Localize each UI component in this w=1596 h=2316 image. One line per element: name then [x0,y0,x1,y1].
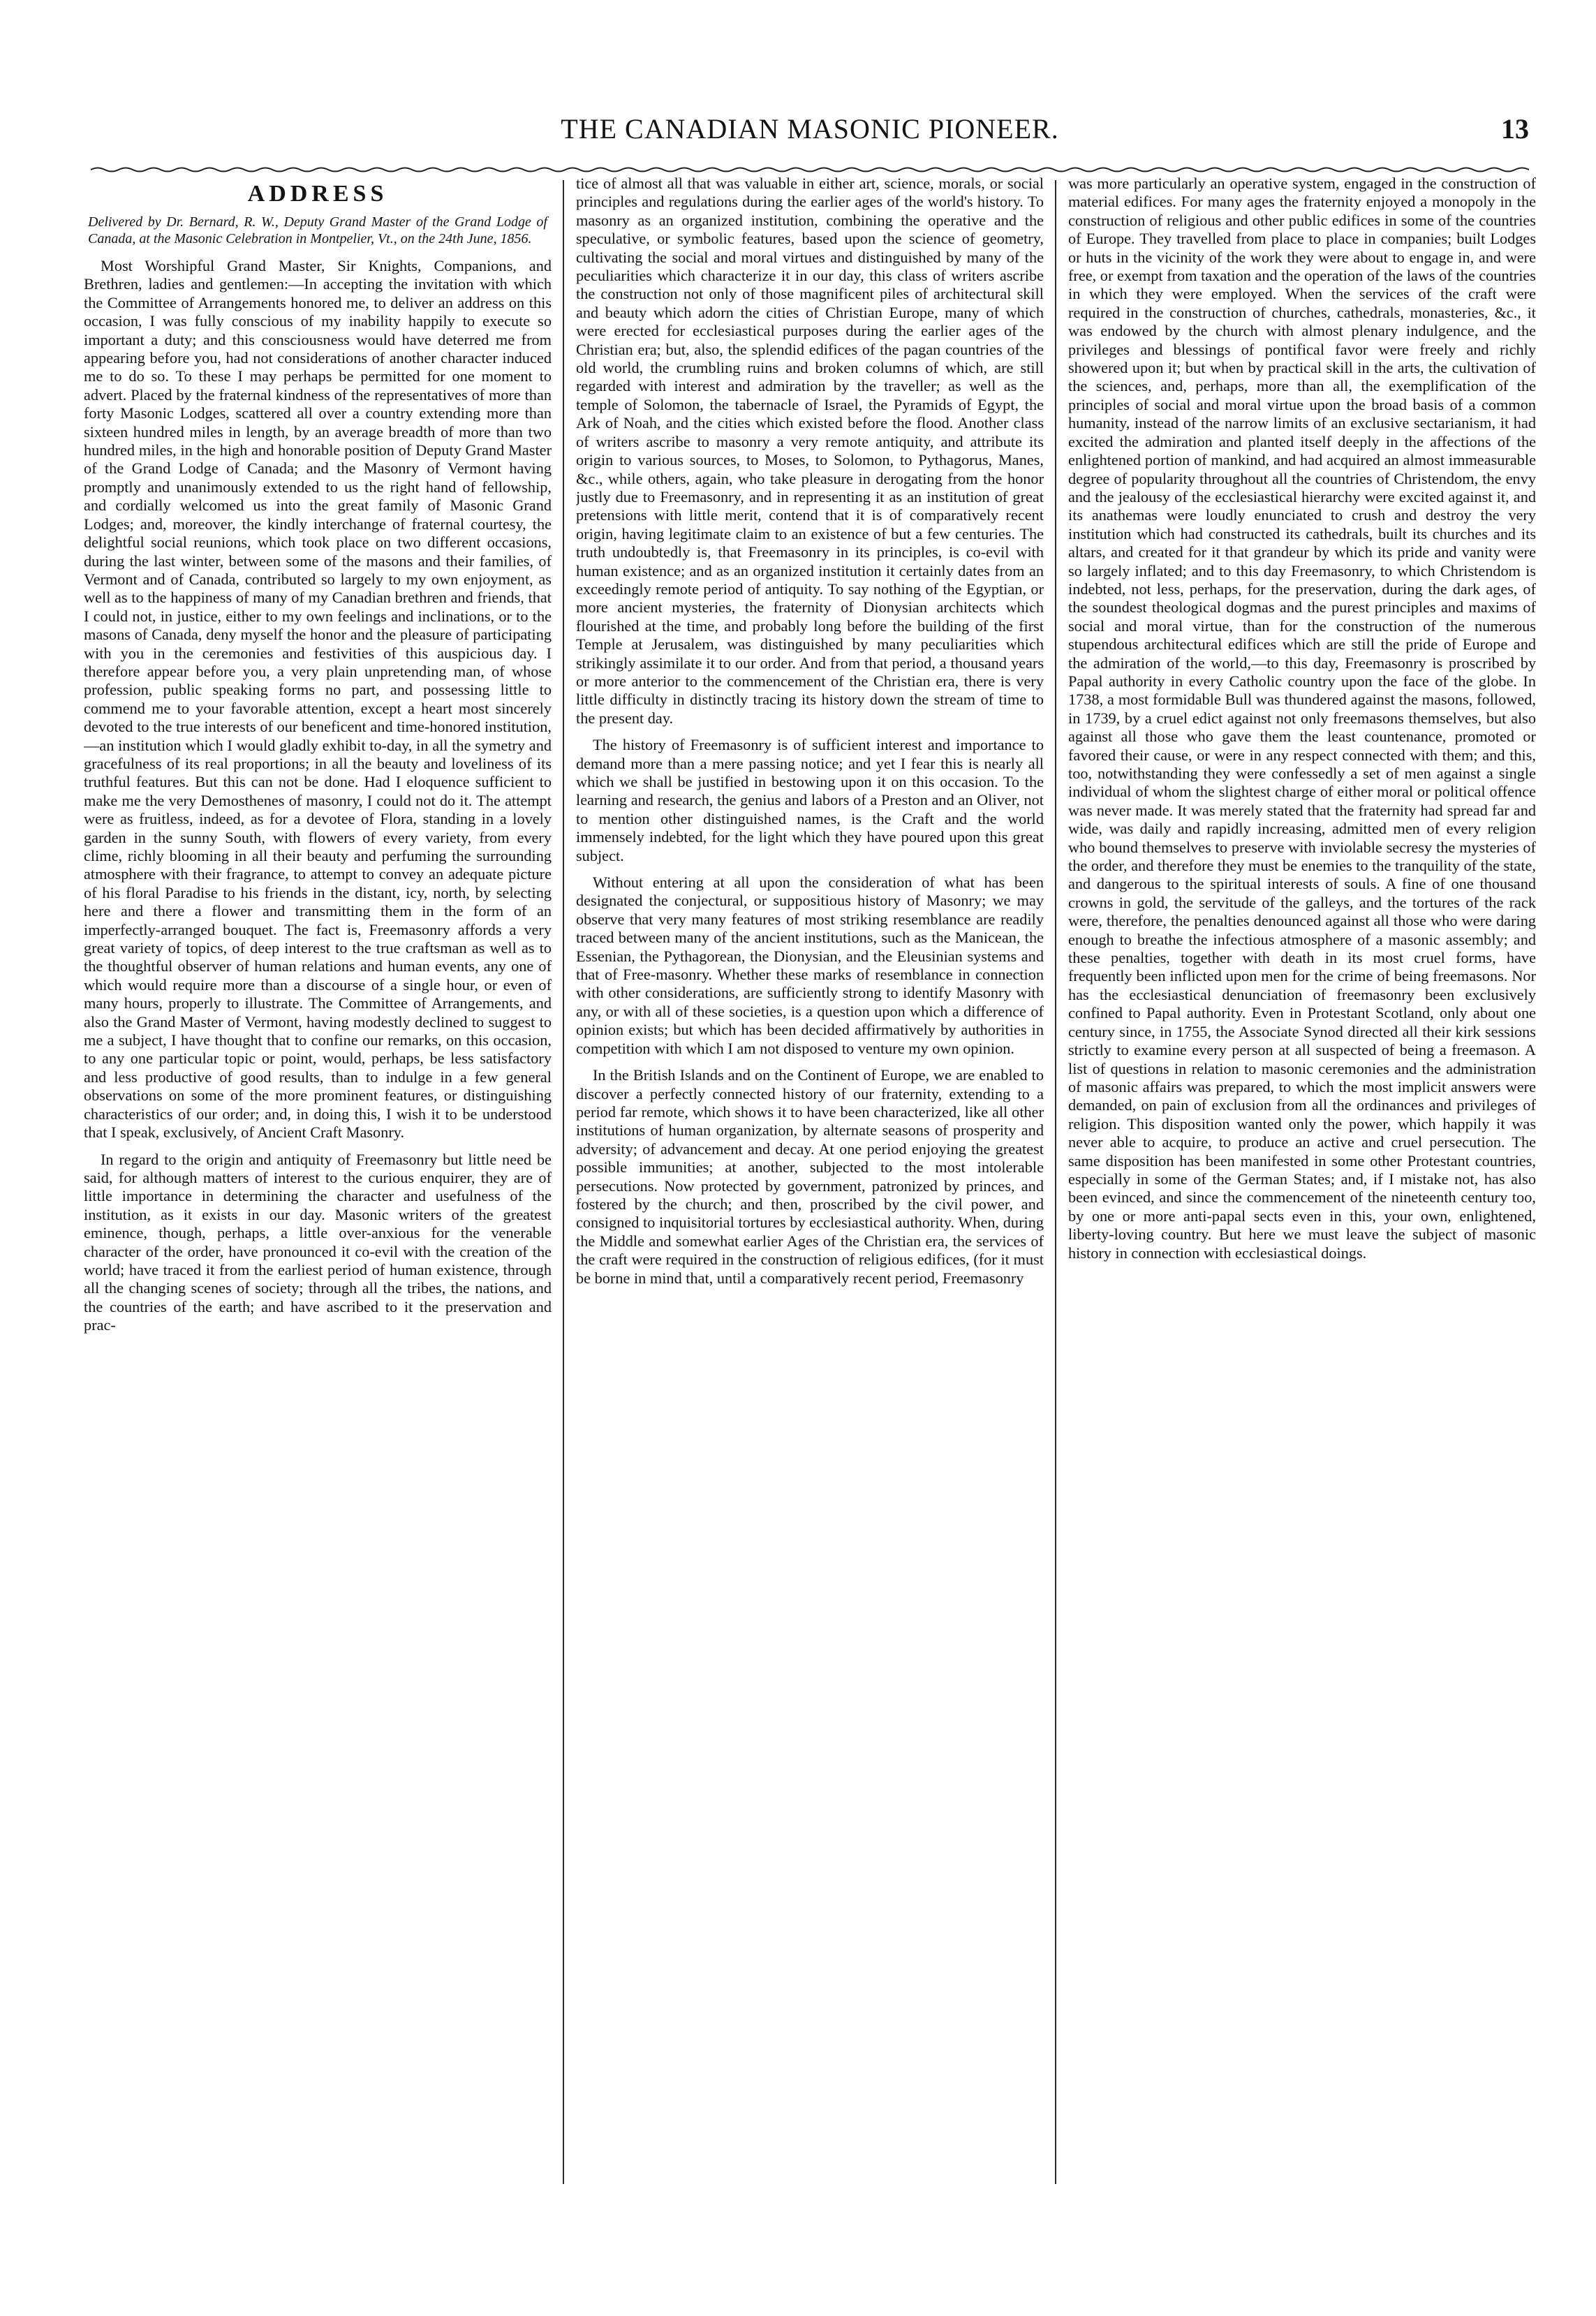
page-header [91,112,1529,154]
column-divider [563,180,564,2184]
paragraph: The history of Freemasonry is of sufficient interest and importance to demand more than a mere passing notice; and yet I fear this is nearly all which we shall be justified in bestowing upon it on this occasion. To the learning and research, the genius and labors of a Preston and an Oliver, not to mention other distinguished names, is the Craft and the world immensely indebted, for the light which they have poured upon this great subject. [576,736,1044,864]
header-wavy-rule [91,166,1529,173]
column-2 [576,175,1044,2269]
paragraph: In regard to the origin and antiquity of Freemasonry but little need be said, for although matters of interest to the curious enquirer, they are of little importance in determining the character and usefulness of the institution, as it exists in our day. Masonic writers of the greatest eminence, though, perhaps, a little over-anxious for the venerable character of the order, have pronounced it co-evil with the creation of the world; have traced it from the earliest period of human existence, through all the changing scenes of society; through all the tribes, the nations, and the countries of the earth; and have ascribed to it the preservation and prac- [84,1150,552,1334]
page-number: 13 [1501,113,1529,145]
article-columns [84,175,1536,2269]
column-3 [1068,175,1536,2269]
paragraph: Without entering at all upon the consideration of what has been designated the conjectural, or suppositious history of Masonry; we may observe that very many features of most striking resemblance are readily traced between many of the ancient institutions, such as the Manicean, the Essenian, the Pythagorean, the Dionysian, and the Eleusinian systems and that of Free-masonry. Whether these marks of resemblance in connection with other considerations, are sufficiently strong to identify Masonry with any, or with all of these societies, is a question upon which a difference of opinion exists; but which has been decided affirmatively by authorities in competition with which I am not disposed to venture my own opinion. [576,873,1044,1057]
paragraph: In the British Islands and on the Continent of Europe, we are enabled to discover a perfectly connected history of our fraternity, extending to a period far remote, which shows it to have been characterized, like all other institutions of human organization, by alternate seasons of prosperity and adversity; of advancement and decay. At one period enjoying the greatest possible immunities; at another, subjected to the most intolerable persecutions. Now protected by government, patronized by princes, and fostered by the church; and then, proscribed by the civil power, and consigned to inquisitorial tortures by ecclesiastical authority. When, during the Middle and somewhat earlier Ages of the Christian era, the services of the craft were required in the construction of religious edifices, (for it must be borne in mind that, until a comparatively recent period, Freemasonry [576,1066,1044,1287]
column-1 [84,175,552,2269]
article-title: ADDRESS [247,181,388,207]
column-divider [1055,180,1056,2184]
paragraph: was more particularly an operative system, engaged in the construction of material edifices. For many ages the fraternity enjoyed a monopoly in the construction of religious and other public edifices in some of the countries of Europe. They travelled from place to place in companies; built Lodges or huts in the vicinity of the work they were about to engage in, and were free, or exempt from taxation and the operation of the laws of the countries in which they were employed. When the services of the craft were required in the construction of churches, cathedrals, monasteries, &c., it was endowed by the church with almost plenary indulgence, and the privileges and blessings of pontifical favor were freely and richly showered upon it; but when by practical skill in the arts, the cultivation of the sciences, and, perhaps, more than all, the exemplification of the principles of social and moral virtue upon the broad basis of a common humanity, instead of the narrow limits of an exclusive sectarianism, it had excited the admiration and planted itself deeply in the affections of the enlightened portion of mankind, and had acquired an almost immeasurable degree of popularity throughout all the countries of Christendom, the envy and the jealousy of the ecclesiastical hierarchy were excited against it, and its anathemas were loudly enunciated to crush and destroy the very institution which had constructed its cathedrals, built its churches and its altars, and created for it that grandeur by which its pride and vanity were so largely inflated; and to this day Freemasonry, to which Christendom is indebted, not less, perhaps, for the preservation, during the dark ages, of the soundest theological dogmas and the purest principles and maxims of social and moral virtue, than for the construction of the numerous stupendous architectural edifices which are still the pride of Europe and the admiration of the world,—to this day, Freemasonry is proscribed by Papal authority in every Catholic country upon the face of the globe. In 1738, a most formidable Bull was thundered against the masons, followed, in 1739, by a cruel edict against not only freemasons themselves, but also against all those who gave them the least countenance, promoted or favored their cause, or were in any respect connected with them; and this, too, notwithstanding they were confessedly a set of men against a single individual of whom the slightest charge of either moral or political offence was never made. It was merely stated that the fraternity had spread far and wide, was daily and rapidly increasing, admitted men of every religion who bound themselves to preserve with inviolable secresy the mysteries of the order, and therefore they must be enemies to the tranquility of the state, and dangerous to the spiritual interests of souls. A fine of one thousand crowns in gold, the servitude of the galleys, and the tortures of the rack were, therefore, the penalties denounced against all those who were daring enough to breathe the infectious atmosphere of a masonic assembly; and these penalties, together with death in its most cruel forms, have frequently been inflicted upon men for the crime of being freemasons. Nor has the ecclesiastical denunciation of freemasonry been exclusively confined to Papal authority. Even in Protestant Scotland, only about one century since, in 1755, the Associate Synod directed all their kirk sessions strictly to examine every person at all suspected of being a freemason. A list of questions in relation to masonic ceremonies and the administration of masonic affairs was prepared, to which the most implicit answers were demanded, on pain of exclusion from all the ordinances and privileges of religion. This disposition wanted only the power, which happily it was never able to acquire, to produce an active and cruel persecution. The same disposition has been manifested in some other Protestant countries, especially in some of the German States; and, if I mistake not, has also been evinced, and since the commencement of the nineteenth century too, by one or more anti-papal sects even in this, your own, enlightened, liberty-loving country. But here we must leave the subject of masonic history in connection with ecclesiastical doings. [1068,175,1536,1262]
paragraph: tice of almost all that was valuable in either art, science, morals, or social principles and regulations during the earlier ages of the world's history. To masonry as an organized institution, combining the operative and the speculative, or symbolic features, based upon the science of geometry, cultivating the social and moral virtues and distinguished by many of the peculiarities which characterize it in our day, this class of writers ascribe the construction not only of those magnificent piles of architectural skill and beauty which adorn the cities of Christian Europe, many of which were erected for ecclesiastical purposes during the earlier ages of the Christian era; but, also, the splendid edifices of the pagan countries of the old world, the crumbling ruins and broken columns of which, are still regarded with interest and admiration by the traveller; as well as the temple of Solomon, the tabernacle of Israel, the Pyramids of Egypt, the Ark of Noah, and the cities which existed before the flood. Another class of writers ascribe to masonry a very remote antiquity, and attribute its origin to various sources, to Moses, to Solomon, to Pythagorus, Manes, &c., while others, again, who take pleasure in derogating from the honor justly due to Freemasonry, and in representing it as an institution of great pretensions with little merit, contend that it is of comparatively recent origin, having legitimate claim to an existence of but a few centuries. The truth undoubtedly is, that Freemasonry in its principles, is co-evil with human existence; and as an organized institution it certainly dates from an exceedingly remote period of antiquity. To say nothing of the Egyptian, or more ancient mysteries, the fraternity of Dionysian architects which flourished at the time, and probably long before the building of the first Temple at Jerusalem, was distinguished by many peculiarities which strikingly assimilate it to our order. And from that period, a thousand years or more anterior to the commencement of the Christian era, there is very little difficulty in distinctly tracing its history down the stream of time to the present day. [576,175,1044,727]
running-title: THE CANADIAN MASONIC PIONEER. [561,113,1059,145]
paragraph: Most Worshipful Grand Master, Sir Knights, Companions, and Brethren, ladies and gentlemen:—In accepting the invitation with which the Committee of Arrangements honored me, to deliver an address on this occasion, I was fully conscious of my inability happily to execute so important a duty; and this consciousness would have deterred me from appearing before you, had not considerations of another character induced me to do so. To these I may perhaps be permitted for one moment to advert. Placed by the fraternal kindness of the representatives of more than forty Masonic Lodges, scattered all over a country extending more than sixteen hundred miles in length, by an average breadth of more than two hundred miles, in the high and honorable position of Deputy Grand Master of the Grand Lodge of Canada; and the Masonry of Vermont having promptly and unanimously extended to us the right hand of fellowship, and cordially welcomed us into the great family of Masonic Grand Lodges; and, moreover, the kindly interchange of fraternal courtesy, the delightful social reunions, which took place on two different occasions, during the last winter, between some of the masons and their families, of Vermont and of Canada, contributed so largely to my own enjoyment, as well as to the happiness of many of my Canadian brethren and friends, that I could not, in justice, either to my own feelings and inclinations, or to the masons of Canada, deny myself the honor and the pleasure of participating with you in the ceremonies and festivities of this auspicious day. I therefore appear before you, a very plain unpretending man, of whose profession, public speaking forms no part, and possessing little to commend me to your favorable attention, except a heart most sincerely devoted to the true interests of our beneficent and time-honored institution,—an institution which I would gladly exhibit to-day, in all the symetry and gracefulness of its real proportions; in all the beauty and loveliness of its truthful features. But this can not be done. Had I eloquence sufficient to make me the very Demosthenes of masonry, I could not do it. The attempt were as fruitless, indeed, as for a devotee of Flora, standing in a lovely garden in the sunny South, with flowers of every variety, from every clime, richly blooming in all their beauty and perfuming the surrounding atmosphere with their fragrance, to attempt to convey an adequate picture of his floral Paradise to his friends in the distant, icy, north, by selecting here and there a flower and transmitting them in the form of an imperfectly-arranged bouquet. The fact is, Freemasonry affords a very great variety of topics, of deep interest to the true craftsman as well as to the thoughtful observer of human relations and human events, any one of which would require more than a discourse of a single hour, or even of many hours, properly to illustrate. The Committee of Arrangements, and also the Grand Master of Vermont, having modestly declined to suggest to me a subject, I have thought that to confine our remarks, on this occasion, to any one particular topic or point, would, perhaps, be less satisfactory and less productive of good results, than to indulge in a few general observations on some of the more prominent features, or distinguishing characteristics of our order; and, in doing this, I wish it to be understood that I speak, exclusively, of Ancient Craft Masonry. [84,257,552,1142]
article-subtitle: Delivered by Dr. Bernard, R. W., Deputy Grand Master of the Grand Lodge of Canada, at the Masonic Celebration in Montpelier, Vt., on the 24th June, 1856. [88,214,547,246]
